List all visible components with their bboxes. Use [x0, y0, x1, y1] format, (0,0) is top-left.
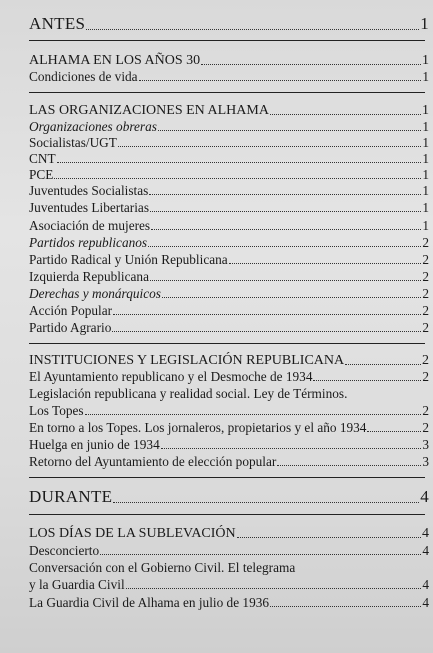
- toc-part-durante: DURANTE 4: [29, 487, 429, 506]
- toc-entry: Socialistas/UGT 1: [29, 135, 429, 150]
- toc-entry: PCE 1: [29, 167, 429, 182]
- toc-entry: Asociación de mujeres 1: [29, 218, 429, 233]
- toc-entry: Huelga en junio de 1934 3: [29, 437, 429, 452]
- toc-entry: Los Topes 2: [29, 403, 429, 418]
- toc-entry: Condiciones de vida 1: [29, 69, 429, 84]
- divider: [29, 343, 425, 344]
- toc-entry: Juventudes Socialistas 1: [29, 183, 429, 198]
- divider: [29, 514, 425, 515]
- toc-entry: CNT 1: [29, 151, 429, 166]
- toc-entry: En torno a los Topes. Los jornaleros, propietarios y el año 1934 2: [29, 420, 429, 435]
- toc-entry: y la Guardia Civil 4: [29, 577, 429, 592]
- toc-section: INSTITUCIONES Y LEGISLACIÓN REPUBLICANA 2: [29, 353, 429, 368]
- toc-entry: Partido Agrario 2: [29, 320, 429, 335]
- toc-entry: Juventudes Libertarias 1: [29, 200, 429, 215]
- toc-entry: Izquierda Republicana 2: [29, 269, 429, 284]
- toc-section: LOS DÍAS DE LA SUBLEVACIÓN 4: [29, 526, 429, 541]
- toc-subheading: Organizaciones obreras 1: [29, 119, 429, 134]
- toc-entry: El Ayuntamiento republicano y el Desmoche de 1934 2: [29, 369, 429, 384]
- toc-entry: La Guardia Civil de Alhama en julio de 1936 4: [29, 595, 429, 610]
- toc-section: ALHAMA EN LOS AÑOS 30 1: [29, 53, 429, 68]
- toc-entry: Conversación con el Gobierno Civil. El telegrama: [29, 560, 296, 575]
- toc-section: LAS ORGANIZACIONES EN ALHAMA 1: [29, 103, 429, 118]
- toc-entry: Acción Popular 2: [29, 303, 429, 318]
- toc-entry: Retorno del Ayuntamiento de elección popular 3: [29, 454, 429, 469]
- toc-entry: Partido Radical y Unión Republicana 2: [29, 252, 429, 267]
- toc-entry: Desconcierto 4: [29, 543, 429, 558]
- toc-subheading: Partidos republicanos 2: [29, 235, 429, 250]
- divider: [29, 477, 425, 478]
- divider: [29, 92, 425, 93]
- toc-part-antes: ANTES 1: [29, 14, 429, 33]
- divider: [29, 40, 425, 41]
- toc-subheading: Derechas y monárquicos 2: [29, 286, 429, 301]
- toc-entry: Legislación republicana y realidad social. Ley de Términos.: [29, 386, 348, 401]
